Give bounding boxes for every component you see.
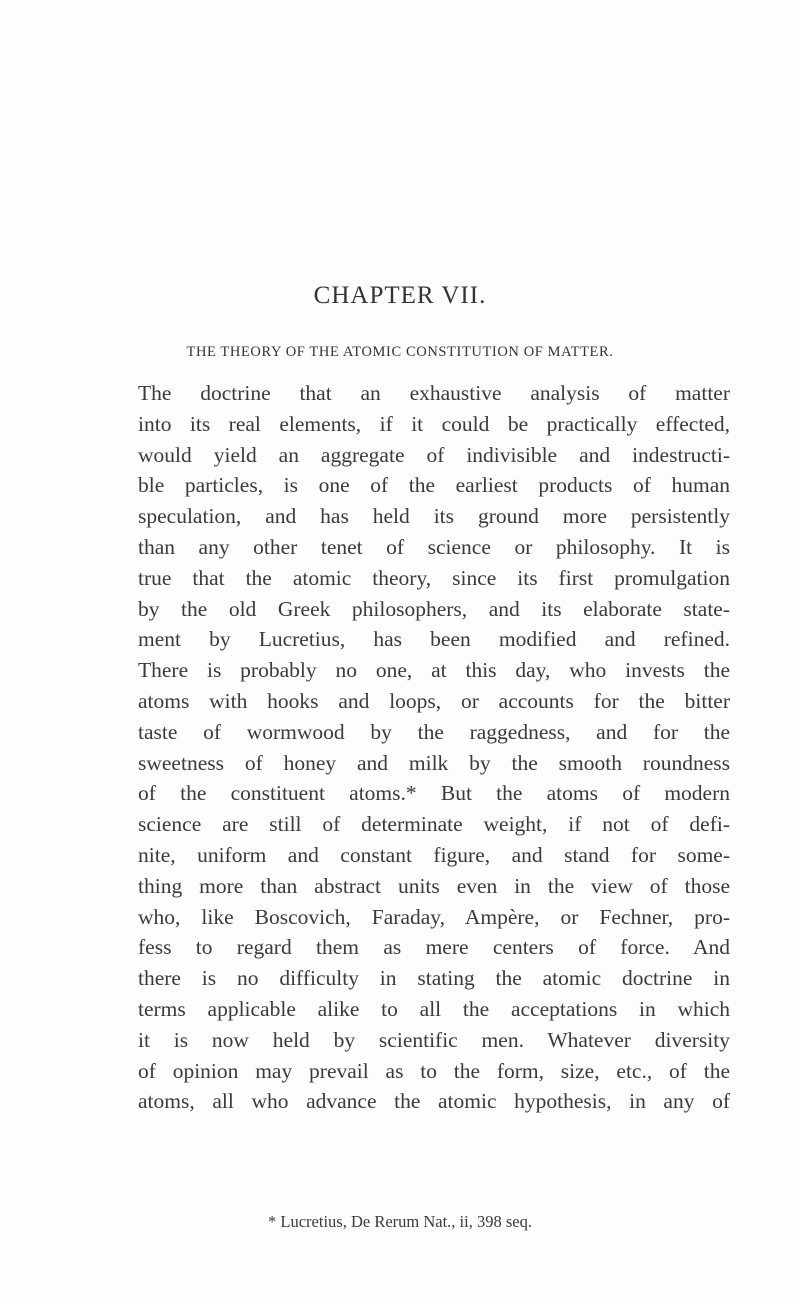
text-line: terms applicable alike to all the acceptations in which xyxy=(138,996,730,1021)
text-line: of opinion may prevail as to the form, size, etc., of the xyxy=(138,1058,730,1083)
chapter-heading: CHAPTER VII. xyxy=(313,282,487,309)
text-line: into its real elements, if it could be practically effected, xyxy=(138,411,730,436)
text-line: true that the atomic theory, since its first promulgation xyxy=(138,565,730,590)
text-line: nite, uniform and constant figure, and stand for some- xyxy=(138,842,730,867)
text-line: sweetness of honey and milk by the smooth roundness xyxy=(138,750,730,775)
body-text xyxy=(138,378,730,1117)
text-line: The doctrine that an exhaustive analysis of matter xyxy=(138,381,730,405)
text-line: speculation, and has held its ground more persistently xyxy=(138,504,730,529)
text-line: of the constituent atoms.* But the atoms of modern xyxy=(138,781,730,806)
chapter-subtitle: THE THEORY OF THE ATOMIC CONSTITUTION OF MATTER. xyxy=(186,344,614,360)
text-line: atoms with hooks and loops, or accounts for the bitter xyxy=(138,688,730,713)
text-line: who, like Boscovich, Faraday, Ampère, or Fechner, pro- xyxy=(138,904,730,929)
text-line: science are still of determinate weight, if not of defi- xyxy=(138,812,730,837)
text-line: thing more than abstract units even in the view of those xyxy=(138,873,730,898)
text-line: atoms, all who advance the atomic hypothesis, in any of xyxy=(138,1089,730,1114)
text-line: than any other tenet of science or philosophy. It is xyxy=(138,534,730,559)
text-line: it is now held by scientific men. Whatever diversity xyxy=(138,1027,730,1052)
text-line: there is no difficulty in stating the atomic doctrine in xyxy=(138,966,730,991)
text-line: by the old Greek philosophers, and its elaborate state- xyxy=(138,596,730,621)
text-line: ment by Lucretius, has been modified and refined. xyxy=(138,627,730,652)
text-line: ble particles, is one of the earliest products of human xyxy=(138,473,730,498)
footnote: * Lucretius, De Rerum Nat., ii, 398 seq. xyxy=(268,1212,532,1231)
text-line: taste of wormwood by the raggedness, and for the xyxy=(138,719,730,744)
text-line: fess to regard them as mere centers of force. And xyxy=(138,935,730,960)
text-line: There is probably no one, at this day, who invests the xyxy=(138,658,730,683)
text-line: would yield an aggregate of indivisible and indestructi- xyxy=(138,442,730,467)
